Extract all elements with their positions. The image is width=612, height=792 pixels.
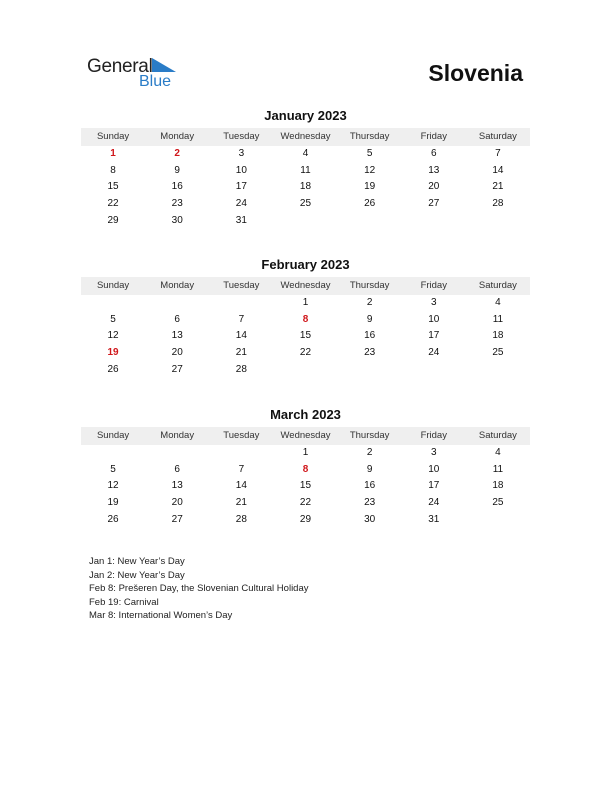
day-cell: 24 [428, 497, 440, 509]
day-cell: 23 [364, 497, 376, 509]
day-cell: 9 [366, 313, 373, 325]
week-row [81, 179, 530, 196]
weekday-label: Sunday [96, 430, 130, 441]
day-cell: 6 [430, 148, 437, 159]
weekday-label: Monday [160, 131, 195, 142]
day-cell [145, 295, 209, 312]
weekday-label: Friday [420, 430, 447, 441]
day-cell: 26 [107, 363, 119, 375]
day-cell: 5 [366, 148, 373, 159]
logo-word-blue: Blue [139, 73, 172, 90]
holiday-entry: Jan 2: New Year’s Day [89, 569, 185, 581]
weekday-label: Thursday [349, 280, 390, 291]
day-cell: 25 [492, 347, 504, 359]
day-cell: 16 [171, 181, 183, 193]
weekday-label: Saturday [478, 430, 517, 441]
holiday-day-cell: 2 [174, 148, 180, 159]
week-row [81, 312, 530, 329]
day-cell [338, 213, 402, 230]
day-cell: 4 [302, 148, 309, 159]
holiday-day-cell: 8 [302, 463, 309, 475]
holiday-entry: Jan 1: New Year’s Day [89, 556, 185, 567]
day-cell: 9 [174, 164, 180, 176]
day-cell: 3 [430, 447, 437, 458]
day-cell: 7 [238, 463, 245, 475]
day-cell [273, 362, 337, 379]
weekday-label: Tuesday [223, 280, 260, 291]
day-cell: 13 [428, 164, 440, 176]
day-cell: 3 [238, 148, 245, 159]
day-cell: 18 [299, 181, 312, 193]
day-cell: 20 [171, 497, 183, 509]
day-cell: 26 [107, 513, 119, 525]
day-cell: 19 [107, 497, 119, 509]
day-cell [209, 445, 273, 462]
month-title: February 2023 [261, 257, 350, 272]
day-cell [81, 295, 145, 312]
day-cell: 2 [366, 447, 373, 458]
month-calendar [81, 107, 530, 229]
day-cell: 28 [235, 513, 247, 525]
day-cell: 4 [495, 447, 501, 458]
weekday-label: Friday [420, 280, 447, 291]
day-cell [81, 445, 145, 462]
day-cell [402, 213, 466, 230]
week-row [81, 362, 530, 379]
day-cell: 22 [299, 497, 312, 509]
day-cell: 31 [235, 214, 247, 226]
day-cell: 18 [492, 330, 504, 342]
day-cell: 12 [107, 480, 119, 492]
week-row [81, 146, 530, 163]
week-row [81, 163, 530, 180]
day-cell: 7 [495, 148, 501, 159]
holiday-day-cell: 8 [302, 313, 309, 325]
weekday-label: Monday [160, 280, 195, 291]
weekday-header [81, 128, 530, 146]
day-cell: 6 [174, 313, 180, 325]
day-cell: 27 [171, 363, 183, 375]
week-row [81, 295, 530, 312]
day-cell: 7 [238, 313, 245, 325]
weekday-label: Saturday [478, 131, 517, 142]
weekday-header [81, 277, 530, 295]
week-row [81, 512, 530, 529]
month-calendar [81, 256, 530, 378]
day-cell: 10 [235, 164, 247, 176]
country-title: Slovenia [428, 60, 523, 86]
day-cell: 1 [302, 297, 309, 308]
day-cell: 23 [364, 347, 376, 359]
day-cell: 13 [171, 330, 183, 342]
day-cell: 14 [492, 164, 504, 176]
day-cell: 5 [110, 463, 116, 475]
weekday-label: Tuesday [223, 131, 260, 142]
day-cell: 28 [235, 363, 247, 375]
weekday-label: Wednesday [280, 430, 331, 441]
day-cell: 29 [299, 513, 312, 525]
weekday-label: Friday [420, 131, 447, 142]
month-calendar [81, 406, 530, 528]
day-cell: 2 [366, 297, 373, 308]
holiday-day-cell: 19 [107, 347, 119, 359]
day-cell [338, 362, 402, 379]
holiday-list [89, 555, 309, 623]
day-cell: 21 [235, 347, 247, 359]
month-weeks [81, 445, 530, 528]
day-cell: 19 [364, 181, 376, 193]
blue-triangle-icon [152, 58, 176, 72]
day-cell: 8 [110, 164, 116, 176]
weekday-label: Sunday [96, 280, 130, 291]
week-row [81, 196, 530, 213]
day-cell: 12 [364, 164, 376, 176]
day-cell: 22 [299, 347, 312, 359]
day-cell [466, 213, 530, 230]
day-cell: 11 [492, 463, 504, 475]
weekday-label: Thursday [349, 131, 390, 142]
day-cell [466, 362, 530, 379]
day-cell [466, 512, 530, 529]
day-cell: 27 [428, 198, 440, 210]
weekday-header [81, 427, 530, 445]
day-cell: 9 [366, 463, 373, 475]
brand-logo [87, 56, 187, 92]
day-cell: 20 [171, 347, 183, 359]
day-cell: 10 [428, 463, 440, 475]
day-cell [402, 362, 466, 379]
day-cell: 5 [110, 313, 116, 325]
day-cell: 23 [171, 198, 183, 210]
day-cell: 15 [299, 330, 312, 342]
day-cell: 26 [364, 198, 376, 210]
day-cell: 25 [299, 198, 312, 210]
weekday-label: Monday [160, 430, 195, 441]
day-cell: 21 [235, 497, 247, 509]
day-cell: 29 [107, 214, 119, 226]
day-cell: 3 [430, 297, 437, 308]
day-cell: 11 [300, 164, 311, 176]
day-cell: 11 [492, 313, 504, 325]
holiday-entry: Feb 19: Carnival [89, 596, 159, 608]
day-cell: 14 [235, 330, 247, 342]
day-cell: 4 [495, 297, 501, 308]
logo-word-general: General [87, 56, 153, 77]
day-cell: 13 [171, 480, 183, 492]
day-cell: 10 [428, 313, 440, 325]
day-cell: 28 [492, 198, 504, 210]
week-row [81, 495, 530, 512]
day-cell: 25 [492, 497, 504, 509]
weekday-label: Wednesday [280, 131, 331, 142]
weekday-label: Thursday [349, 430, 390, 441]
day-cell: 21 [492, 181, 504, 193]
week-row [81, 213, 530, 230]
weekday-label: Tuesday [223, 430, 260, 441]
day-cell: 15 [107, 181, 119, 193]
day-cell: 1 [302, 447, 309, 458]
day-cell: 20 [428, 181, 440, 193]
day-cell: 30 [171, 214, 183, 226]
month-title: January 2023 [264, 108, 347, 123]
day-cell: 22 [107, 198, 119, 210]
day-cell: 16 [364, 480, 376, 492]
weekday-label: Sunday [96, 131, 130, 142]
day-cell: 6 [174, 463, 180, 475]
day-cell: 17 [428, 480, 440, 492]
day-cell: 17 [235, 181, 247, 193]
day-cell: 30 [364, 513, 376, 525]
day-cell: 24 [428, 347, 440, 359]
month-title: March 2023 [270, 407, 341, 422]
day-cell: 27 [171, 513, 183, 525]
weekday-label: Saturday [478, 280, 517, 291]
day-cell: 17 [428, 330, 440, 342]
week-row [81, 328, 530, 345]
day-cell: 31 [428, 513, 440, 525]
day-cell [209, 295, 273, 312]
day-cell: 18 [492, 480, 504, 492]
week-row [81, 345, 530, 362]
week-row [81, 445, 530, 462]
week-row [81, 462, 530, 479]
day-cell: 12 [107, 330, 119, 342]
day-cell [145, 445, 209, 462]
month-weeks [81, 146, 530, 229]
day-cell: 16 [364, 330, 376, 342]
day-cell: 24 [235, 198, 247, 210]
day-cell: 14 [235, 480, 247, 492]
holiday-day-cell: 1 [110, 148, 116, 159]
month-weeks [81, 295, 530, 378]
holiday-entry: Mar 8: International Women’s Day [89, 610, 233, 621]
day-cell: 15 [299, 480, 312, 492]
holiday-entry: Feb 8: Prešeren Day, the Slovenian Cultural Holiday [89, 583, 309, 594]
weekday-label: Wednesday [280, 280, 331, 291]
week-row [81, 478, 530, 495]
day-cell [273, 213, 337, 230]
